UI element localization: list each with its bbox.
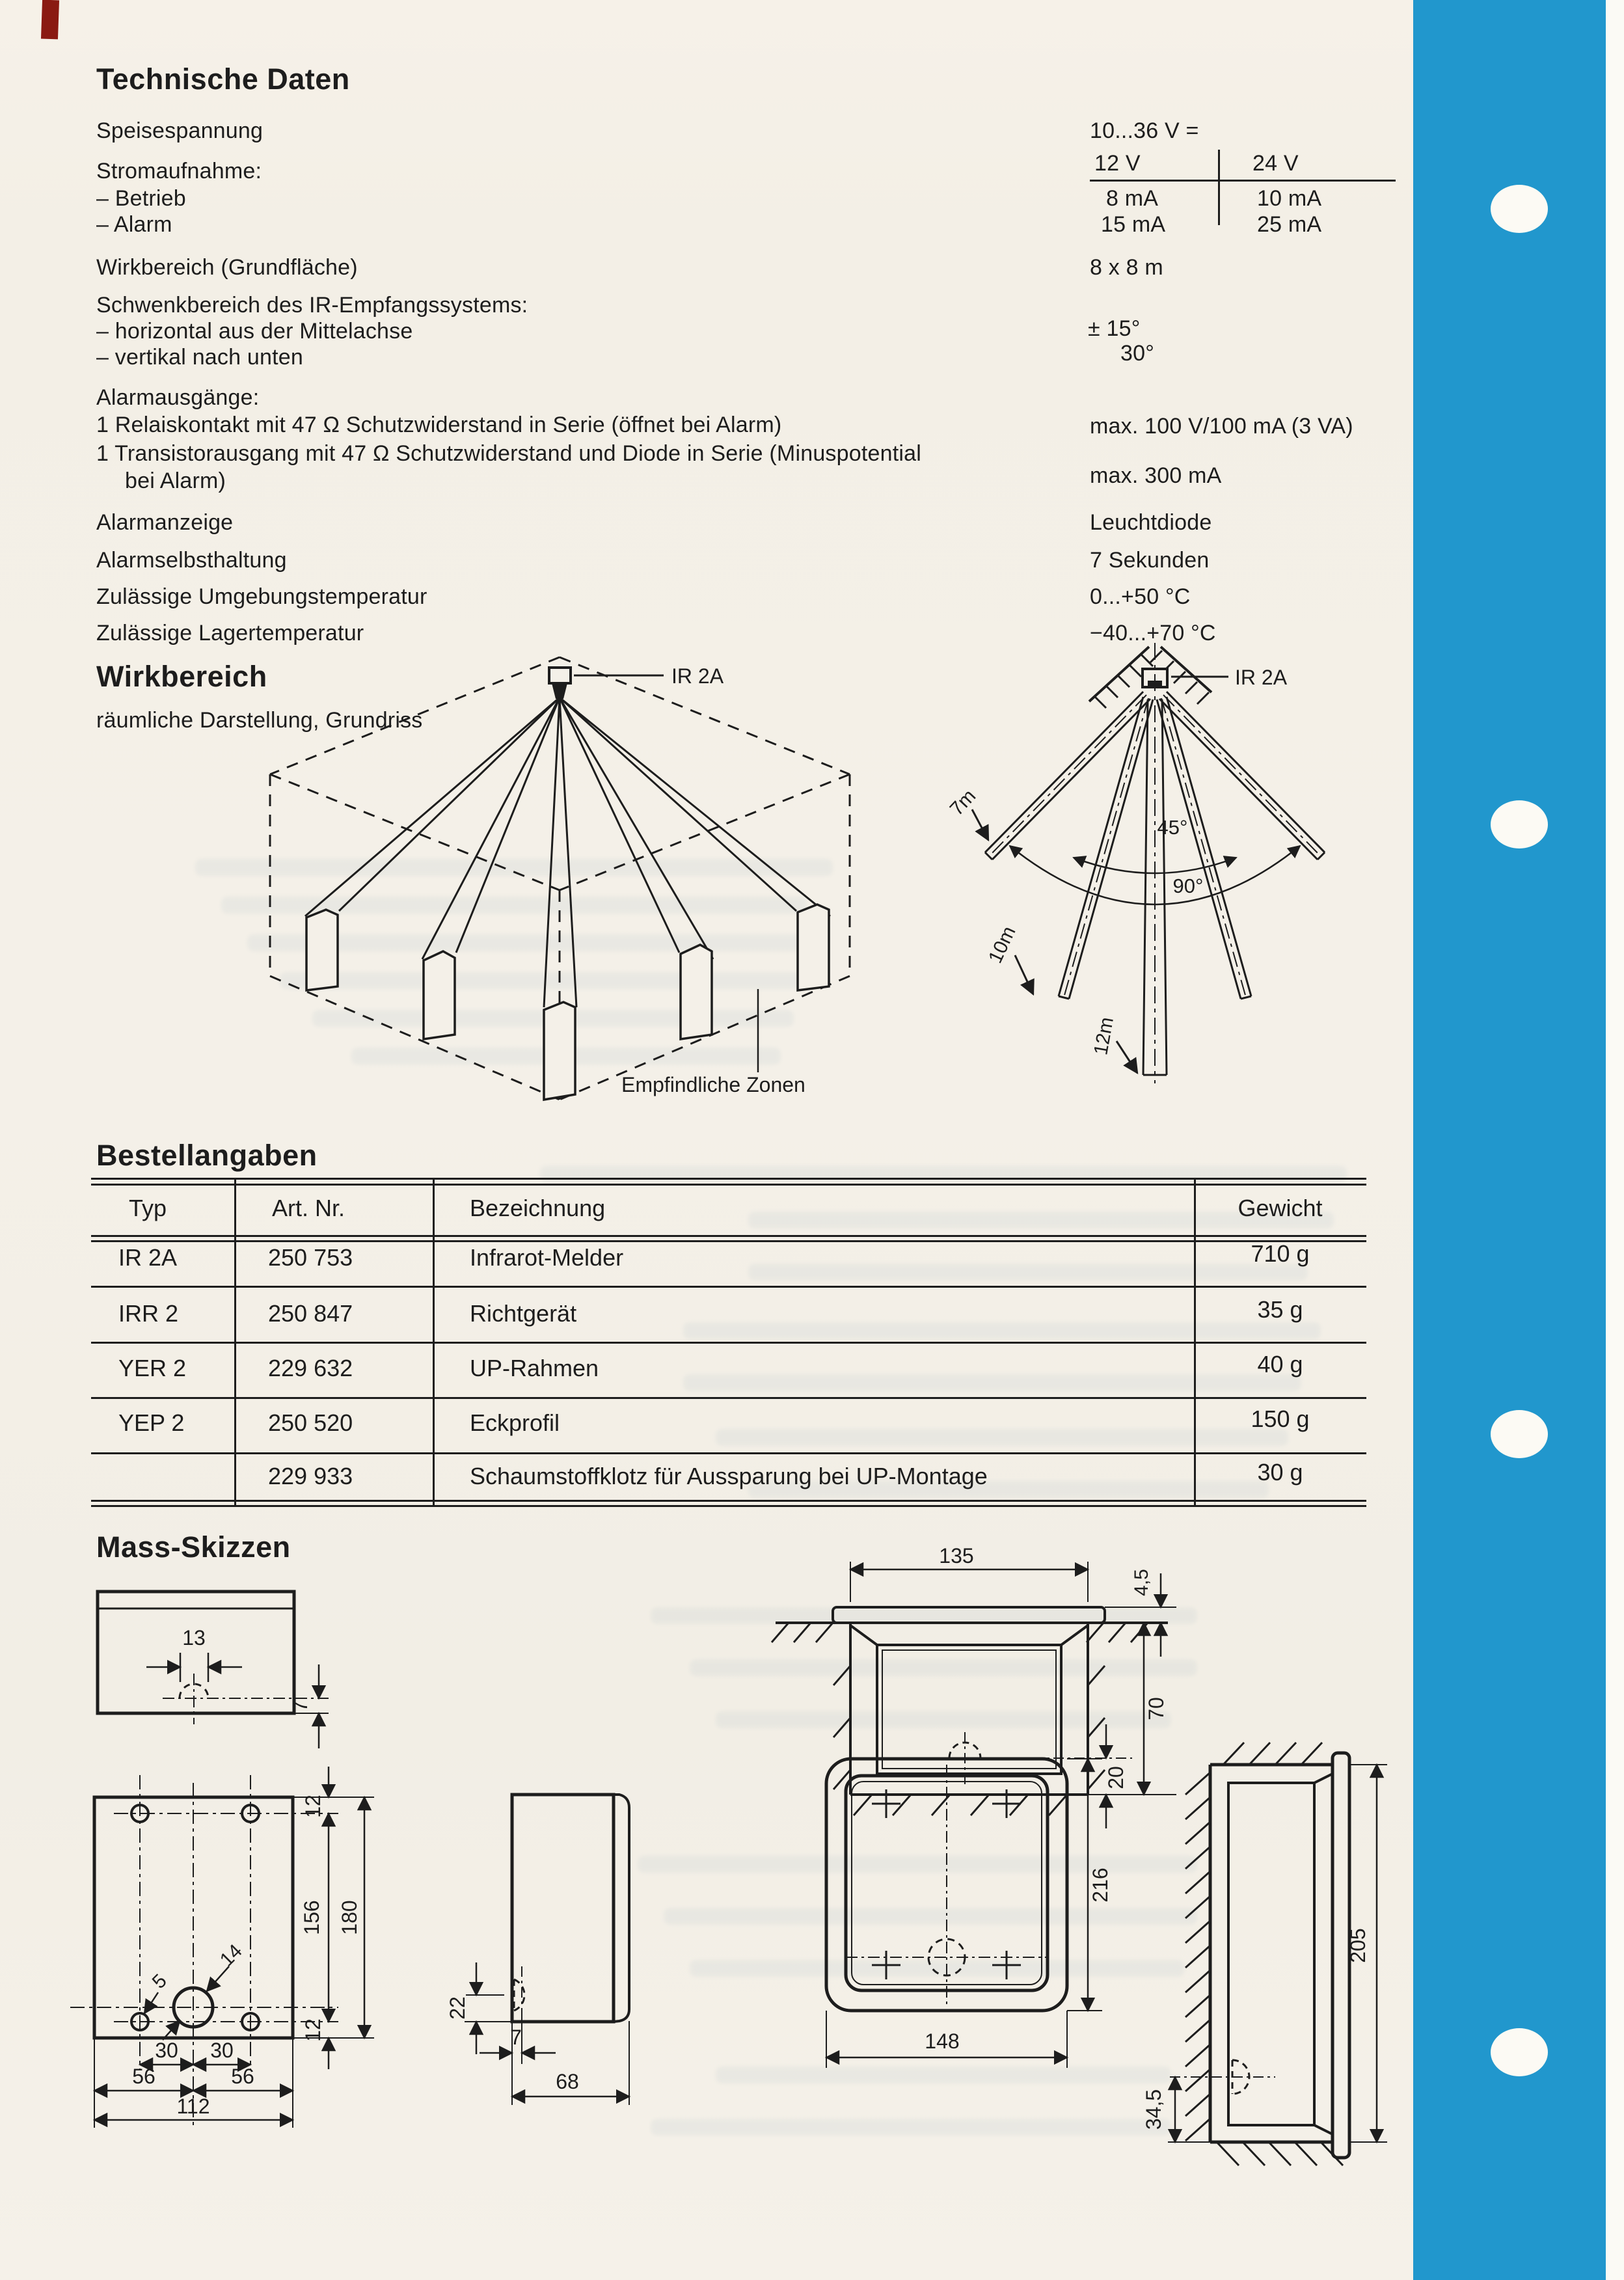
detector-label: IR 2A — [671, 664, 724, 688]
dim-20: 20 — [1104, 1766, 1128, 1789]
cell-gew: 30 g — [1257, 1459, 1303, 1486]
current-col-12v: 12 V — [1094, 151, 1141, 176]
cell-gew: 150 g — [1251, 1405, 1310, 1432]
spec-label-vertikal: – vertikal nach unten — [96, 345, 303, 370]
detector-3d — [549, 668, 571, 699]
dim-7a: 7 — [288, 1700, 312, 1712]
punch-hole — [1491, 185, 1548, 233]
dim-34-5: 34,5 — [1142, 2089, 1165, 2130]
dim-22: 22 — [446, 1996, 469, 2020]
dim-148: 148 — [925, 2029, 960, 2053]
dim-68: 68 — [556, 2070, 579, 2093]
value-betrieb-12v: 8 mA — [1106, 186, 1159, 211]
cell-art: 250 520 — [268, 1409, 353, 1436]
sensitive-zones — [306, 904, 829, 1100]
range-10m-label: 10m — [984, 923, 1020, 967]
wall-hatch-left — [1185, 1772, 1210, 2141]
spec-label-schwenkbereich: Schwenkbereich des IR-Empfangssystems: — [96, 293, 528, 318]
cell-art: 250 753 — [268, 1244, 353, 1271]
dim-30b: 30 — [210, 2039, 234, 2062]
coverage-plan-diagram — [937, 638, 1418, 1106]
range-12m-label: 12m — [1090, 1015, 1118, 1057]
cell-art: 229 933 — [268, 1463, 353, 1489]
spec-label-betrieb: – Betrieb — [96, 186, 186, 211]
spec-value-lagertemperatur: −40...+70 °C — [1090, 621, 1216, 645]
drawing-mounting-plate — [70, 1767, 374, 2128]
value-alarm-12v: 15 mA — [1101, 212, 1166, 237]
dim-180: 180 — [338, 1900, 361, 1935]
current-table-rule — [1090, 180, 1396, 182]
dim-dia14: 14 — [215, 1940, 247, 1971]
spec-label-horizontal: – horizontal aus der Mittelachse — [96, 319, 413, 344]
dim-12-top: 12 — [301, 1795, 325, 1818]
cell-art: 229 632 — [268, 1355, 353, 1381]
scan-red-mark — [41, 0, 59, 39]
order-table — [91, 1178, 1366, 1510]
current-col-24v: 24 V — [1252, 151, 1299, 176]
cell-bez: Infrarot-Melder — [470, 1244, 624, 1271]
cell-gew: 35 g — [1257, 1296, 1303, 1323]
tech-heading: Technische Daten — [96, 62, 350, 96]
angle-90-label: 90° — [1172, 875, 1204, 897]
spec-value-relais: max. 100 V/100 mA (3 VA) — [1090, 414, 1353, 439]
spec-value-alarmanzeige: Leuchtdiode — [1090, 510, 1212, 535]
spec-value-vertikal: 30° — [1120, 341, 1155, 366]
dim-205: 205 — [1346, 1928, 1370, 1963]
beam-rays — [305, 698, 830, 1007]
cell-typ: IR 2A — [118, 1244, 178, 1271]
punch-hole — [1491, 2028, 1548, 2076]
zones-label: Empfindliche Zonen — [621, 1073, 805, 1096]
wirkbereich-heading: Wirkbereich — [96, 660, 267, 693]
col-header-gew: Gewicht — [1238, 1195, 1323, 1221]
spec-label-selbsthaltung: Alarmselbsthaltung — [96, 548, 287, 573]
page-right-edge — [1606, 0, 1624, 2280]
current-table-divider — [1218, 150, 1220, 225]
cell-typ: IRR 2 — [118, 1300, 179, 1327]
drawing-front-view — [826, 1759, 1102, 2068]
cell-bez: UP-Rahmen — [470, 1355, 599, 1381]
range-7m-label: 7m — [945, 785, 981, 821]
drawing-side-view — [465, 1795, 629, 2105]
dim-7b: 7 — [510, 2026, 522, 2049]
cell-bez: Schaumstoffklotz für Aussparung bei UP-Montage — [470, 1463, 988, 1489]
dimension-drawings — [78, 1523, 1418, 2280]
dim-dia5: 5 — [148, 1970, 171, 1993]
bestellangaben-heading: Bestellangaben — [96, 1139, 318, 1172]
col-header-bez: Bezeichnung — [470, 1195, 606, 1221]
spec-value-wirkbereich: 8 x 8 m — [1090, 255, 1163, 280]
dim-135: 135 — [939, 1544, 974, 1568]
detector-plan-label: IR 2A — [1235, 666, 1288, 689]
spec-label-alarmanzeige: Alarmanzeige — [96, 510, 234, 535]
angle-45-label: 45° — [1157, 816, 1188, 839]
value-betrieb-24v: 10 mA — [1257, 186, 1322, 211]
wall-hatch-bottom — [1217, 2142, 1343, 2165]
spec-label-alarm: – Alarm — [96, 212, 172, 237]
dim-56b: 56 — [231, 2065, 254, 2088]
spec-label-lagertemperatur: Zulässige Lagertemperatur — [96, 621, 364, 645]
dim-13: 13 — [182, 1626, 206, 1649]
spec-line-transistor: 1 Transistorausgang mit 47 Ω Schutzwiderstand und Diode in Serie (Minuspotential — [96, 441, 921, 466]
mass-skizzen-heading: Mass-Skizzen — [96, 1530, 291, 1564]
drawing-surface-housing — [98, 1592, 329, 1748]
spec-label-stromaufnahme: Stromaufnahme: — [96, 159, 262, 183]
spec-value-umgebungstemperatur: 0...+50 °C — [1090, 584, 1191, 609]
cell-bez: Eckprofil — [470, 1409, 560, 1436]
dim-156: 156 — [300, 1900, 323, 1935]
spec-value-horizontal: ± 15° — [1088, 316, 1141, 341]
dim-112: 112 — [176, 2095, 210, 2118]
dim-12-bottom: 12 — [301, 2018, 325, 2042]
wall-hatch-top — [1223, 1743, 1322, 1765]
coverage-3d-diagram — [247, 638, 950, 1132]
spec-line-relais: 1 Relaiskontakt mit 47 Ω Schutzwiderstand in Serie (öffnet bei Alarm) — [96, 413, 782, 437]
spec-value-transistor: max. 300 mA — [1090, 463, 1222, 488]
cell-art: 250 847 — [268, 1300, 353, 1327]
dim-30a: 30 — [155, 2039, 178, 2062]
spec-label-speisespannung: Speisespannung — [96, 118, 264, 143]
punch-hole — [1491, 800, 1548, 848]
spec-line-transistor-2: bei Alarm) — [125, 468, 226, 493]
spec-value-selbsthaltung: 7 Sekunden — [1090, 548, 1210, 573]
cell-bez: Richtgerät — [470, 1300, 577, 1327]
dim-70: 70 — [1144, 1697, 1168, 1720]
spec-value-speisespannung: 10...36 V = — [1090, 118, 1199, 143]
cell-typ: YEP 2 — [118, 1409, 185, 1436]
col-header-typ: Typ — [129, 1195, 167, 1221]
ground-hatch — [772, 1623, 1148, 1815]
blue-edge-stripe — [1413, 0, 1606, 2280]
dim-216: 216 — [1089, 1867, 1112, 1903]
dim-4-5: 4,5 — [1131, 1569, 1152, 1596]
value-alarm-24v: 25 mA — [1257, 212, 1322, 237]
wirkbereich-subtitle: räumliche Darstellung, Grundriss — [96, 708, 423, 733]
cell-gew: 40 g — [1257, 1351, 1303, 1378]
spec-label-umgebungstemperatur: Zulässige Umgebungstemperatur — [96, 584, 427, 609]
cell-gew: 710 g — [1251, 1240, 1310, 1267]
dim-56a: 56 — [132, 2065, 156, 2088]
cell-typ: YER 2 — [118, 1355, 187, 1381]
punch-hole — [1491, 1410, 1548, 1458]
col-header-art: Art. Nr. — [272, 1195, 345, 1221]
spec-label-alarmausgaenge: Alarmausgänge: — [96, 385, 260, 410]
spec-label-wirkbereich: Wirkbereich (Grundfläche) — [96, 255, 358, 280]
